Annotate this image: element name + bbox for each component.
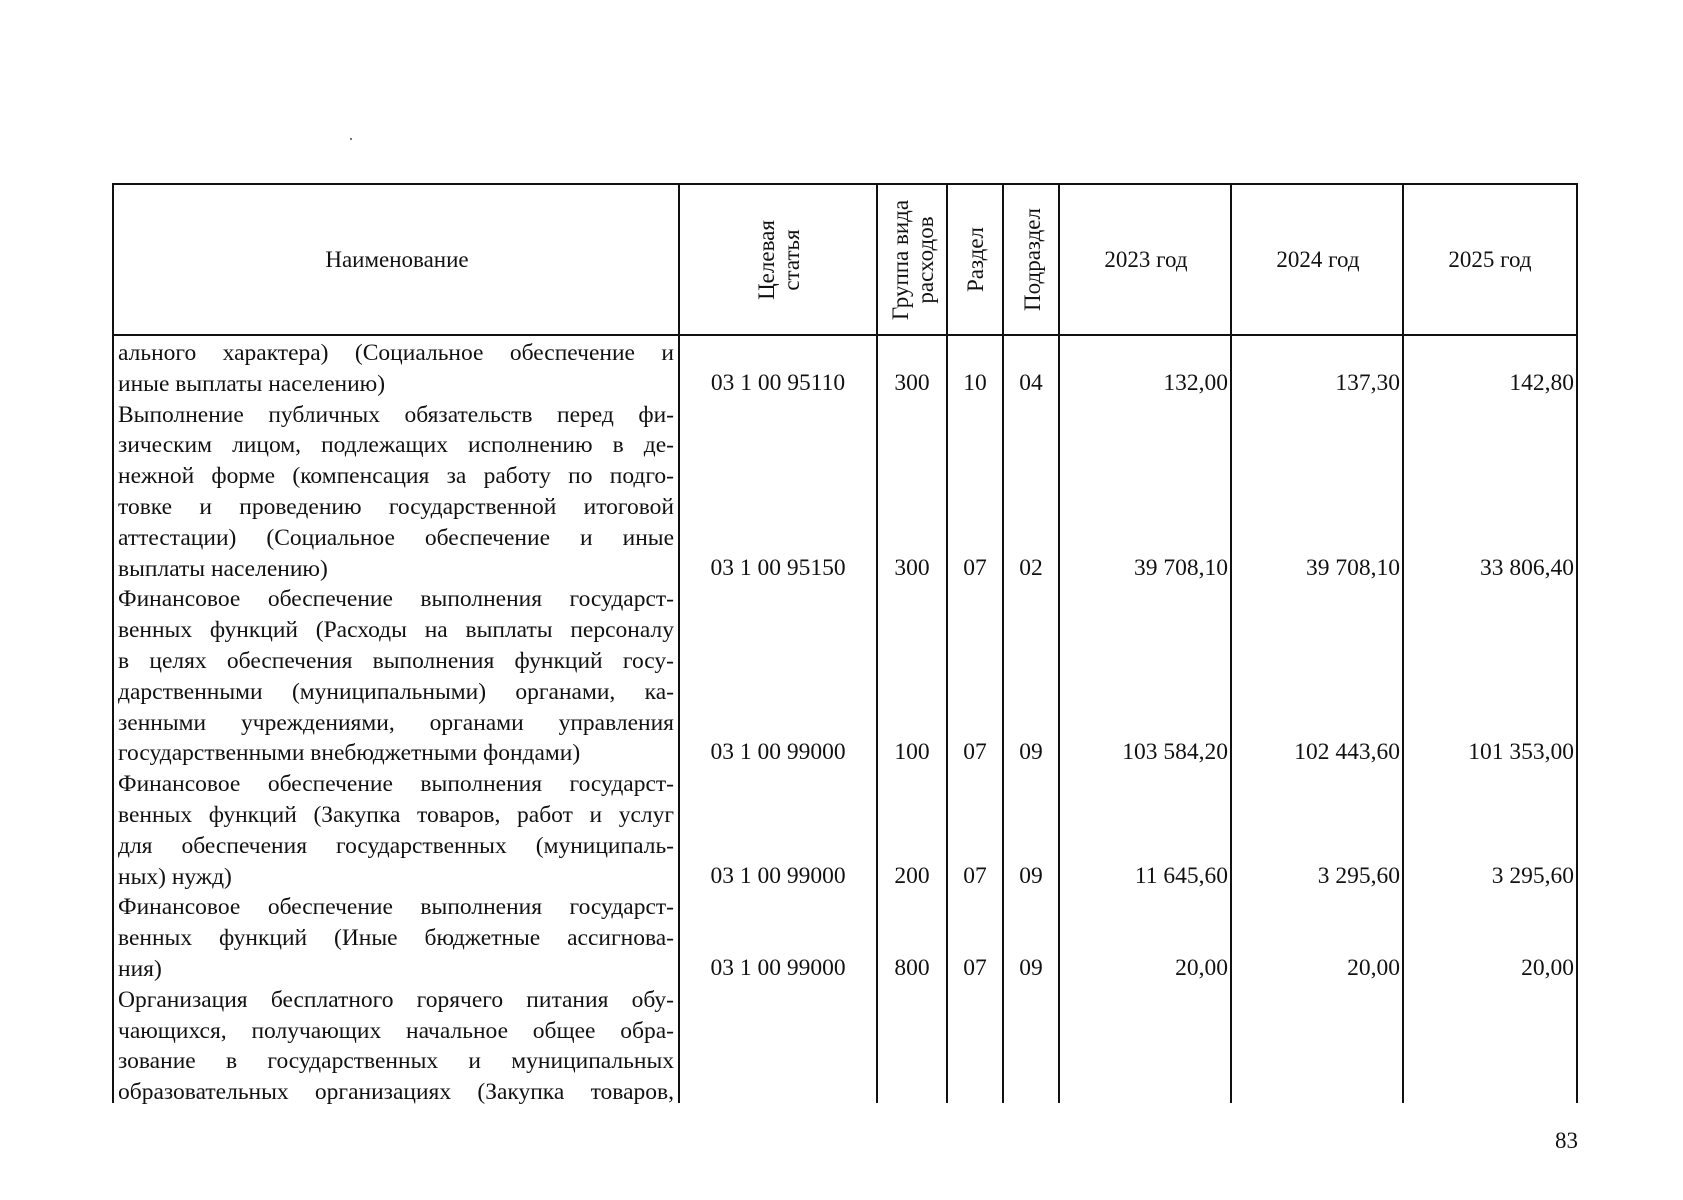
name-line: Организация бесплатного горячего питания обу-	[118, 986, 674, 1013]
table-row	[118, 338, 674, 400]
header-target-article-line2: статья	[778, 228, 804, 291]
header-target-article-label	[754, 220, 804, 300]
subsection-cell: 09	[1019, 955, 1043, 981]
header-expense-group-line1: Группа вида	[888, 199, 914, 320]
name-line: нежной форме (компенсация за работу по подго-	[118, 463, 674, 490]
year-2025-cell: 33 806,40	[1480, 554, 1574, 581]
name-column	[118, 338, 674, 1108]
subsection-cell: 09	[1019, 862, 1043, 889]
header-target-article-line1: Целевая	[753, 219, 779, 300]
header-year-2024-label: 2024 год	[1276, 246, 1360, 272]
year-2025-cell: 142,80	[1509, 369, 1574, 396]
column-rule	[876, 336, 878, 1103]
table-row	[118, 769, 674, 892]
year-2025-cell: 101 353,00	[1468, 739, 1574, 766]
page-number: 83	[1555, 1128, 1578, 1153]
column-rule	[112, 336, 114, 1103]
name-line: аттестации) (Социальное обеспечение и иные	[118, 524, 674, 551]
header-year-2023-label: 2023 год	[1104, 246, 1188, 272]
header-section	[946, 183, 1004, 336]
name-line: образовательных организациях (Закупка товаров,	[118, 1079, 674, 1106]
name-line: ального характера) (Социальное обеспечение и	[118, 340, 674, 366]
name-line: зенными учреждениями, органами управления	[118, 709, 674, 736]
name-line: в целях обеспечения выполнения функций госу-	[118, 647, 674, 674]
name-line: венных функций (Закупка товаров, работ и услуг	[118, 801, 674, 828]
header-year-2025	[1402, 183, 1578, 336]
section-cell: 07	[963, 862, 987, 889]
expense-group-cell: 200	[894, 862, 930, 889]
column-rule	[1576, 336, 1578, 1103]
header-section-label: Раздел	[963, 226, 989, 293]
name-line: ных) нужд)	[118, 863, 232, 890]
expense-group-cell: 300	[894, 369, 930, 396]
year-2024-cell: 137,30	[1335, 369, 1400, 396]
target-article-cell: 03 1 00 99000	[710, 862, 846, 889]
target-article-cell: 03 1 00 99000	[710, 955, 846, 981]
subsection-cell: 04	[1019, 369, 1043, 396]
column-rule	[1230, 336, 1232, 1103]
name-line: Финансовое обеспечение выполнения государст-	[118, 894, 674, 921]
name-line: дарственными (муниципальными) органами, ка-	[118, 678, 674, 705]
year-2023-cell: 11 645,60	[1134, 862, 1228, 889]
name-line: государственными внебюджетными фондами)	[118, 740, 581, 767]
name-line: Финансовое обеспечение выполнения государст-	[118, 771, 674, 798]
name-line: выплаты населению)	[118, 555, 328, 582]
header-expense-group-label	[888, 199, 938, 319]
year-2023-cell: 103 584,20	[1122, 739, 1228, 766]
section-cell: 07	[963, 739, 987, 766]
name-line: зическим лицом, подлежащих исполнению в де-	[118, 432, 674, 459]
header-subsection	[1002, 183, 1060, 336]
name-line: товке и проведению государственной итоговой	[118, 493, 674, 520]
name-line: чающихся, получающих начальное общее обра-	[118, 1017, 674, 1044]
header-name	[112, 183, 680, 336]
year-2025-cell: 3 295,60	[1491, 862, 1574, 889]
table-row	[118, 400, 674, 585]
year-2023-cell: 20,00	[1175, 955, 1228, 981]
expense-group-cell: 100	[894, 739, 930, 766]
column-rule	[1058, 336, 1060, 1103]
year-2023-cell: 132,00	[1163, 369, 1228, 396]
column-rule	[678, 336, 680, 1103]
name-line: зование в государственных и муниципальных	[118, 1048, 674, 1075]
subsection-cell: 02	[1019, 554, 1043, 581]
expense-group-cell: 800	[894, 955, 930, 981]
column-rule	[1002, 336, 1004, 1103]
column-rule	[946, 336, 948, 1103]
column-rule	[1402, 336, 1404, 1103]
name-line: Выполнение публичных обязательств перед фи-	[118, 401, 674, 428]
table-row	[118, 985, 674, 1108]
header-expense-group	[876, 183, 948, 336]
name-line: иные выплаты населению)	[118, 370, 386, 397]
target-article-cell: 03 1 00 99000	[710, 739, 846, 766]
table-row	[118, 584, 674, 769]
year-2024-cell: 3 295,60	[1317, 862, 1400, 889]
year-2024-cell: 20,00	[1347, 955, 1400, 981]
section-cell: 07	[963, 554, 987, 581]
header-year-2023	[1058, 183, 1232, 336]
name-line: венных функций (Иные бюджетные ассигнова-	[118, 925, 674, 952]
name-line: Финансовое обеспечение выполнения государст-	[118, 586, 674, 613]
expense-group-cell: 300	[894, 554, 930, 581]
header-expense-group-line2: расходов	[913, 215, 939, 304]
subsection-cell: 09	[1019, 739, 1043, 766]
header-name-label: Наименование	[325, 246, 469, 272]
table-row	[118, 892, 674, 984]
section-cell: 10	[963, 369, 987, 396]
header-year-2024	[1230, 183, 1404, 336]
budget-table	[112, 183, 1582, 1106]
section-cell: 07	[963, 955, 987, 981]
scan-speck	[350, 138, 352, 140]
year-2024-cell: 39 708,10	[1306, 554, 1400, 581]
header-target-article	[678, 183, 878, 336]
year-2024-cell: 102 443,60	[1294, 739, 1400, 766]
target-article-cell: 03 1 00 95150	[710, 554, 846, 581]
header-year-2025-label: 2025 год	[1448, 246, 1532, 272]
name-line: ния)	[118, 955, 162, 982]
year-2023-cell: 39 708,10	[1134, 554, 1228, 581]
header-subsection-label: Подраздел	[1019, 208, 1045, 311]
name-line: венных функций (Расходы на выплаты персоналу	[118, 617, 674, 644]
target-article-cell: 03 1 00 95110	[710, 369, 846, 396]
name-line: для обеспечения государственных (муниципаль-	[118, 832, 674, 859]
year-2025-cell: 20,00	[1521, 955, 1574, 981]
